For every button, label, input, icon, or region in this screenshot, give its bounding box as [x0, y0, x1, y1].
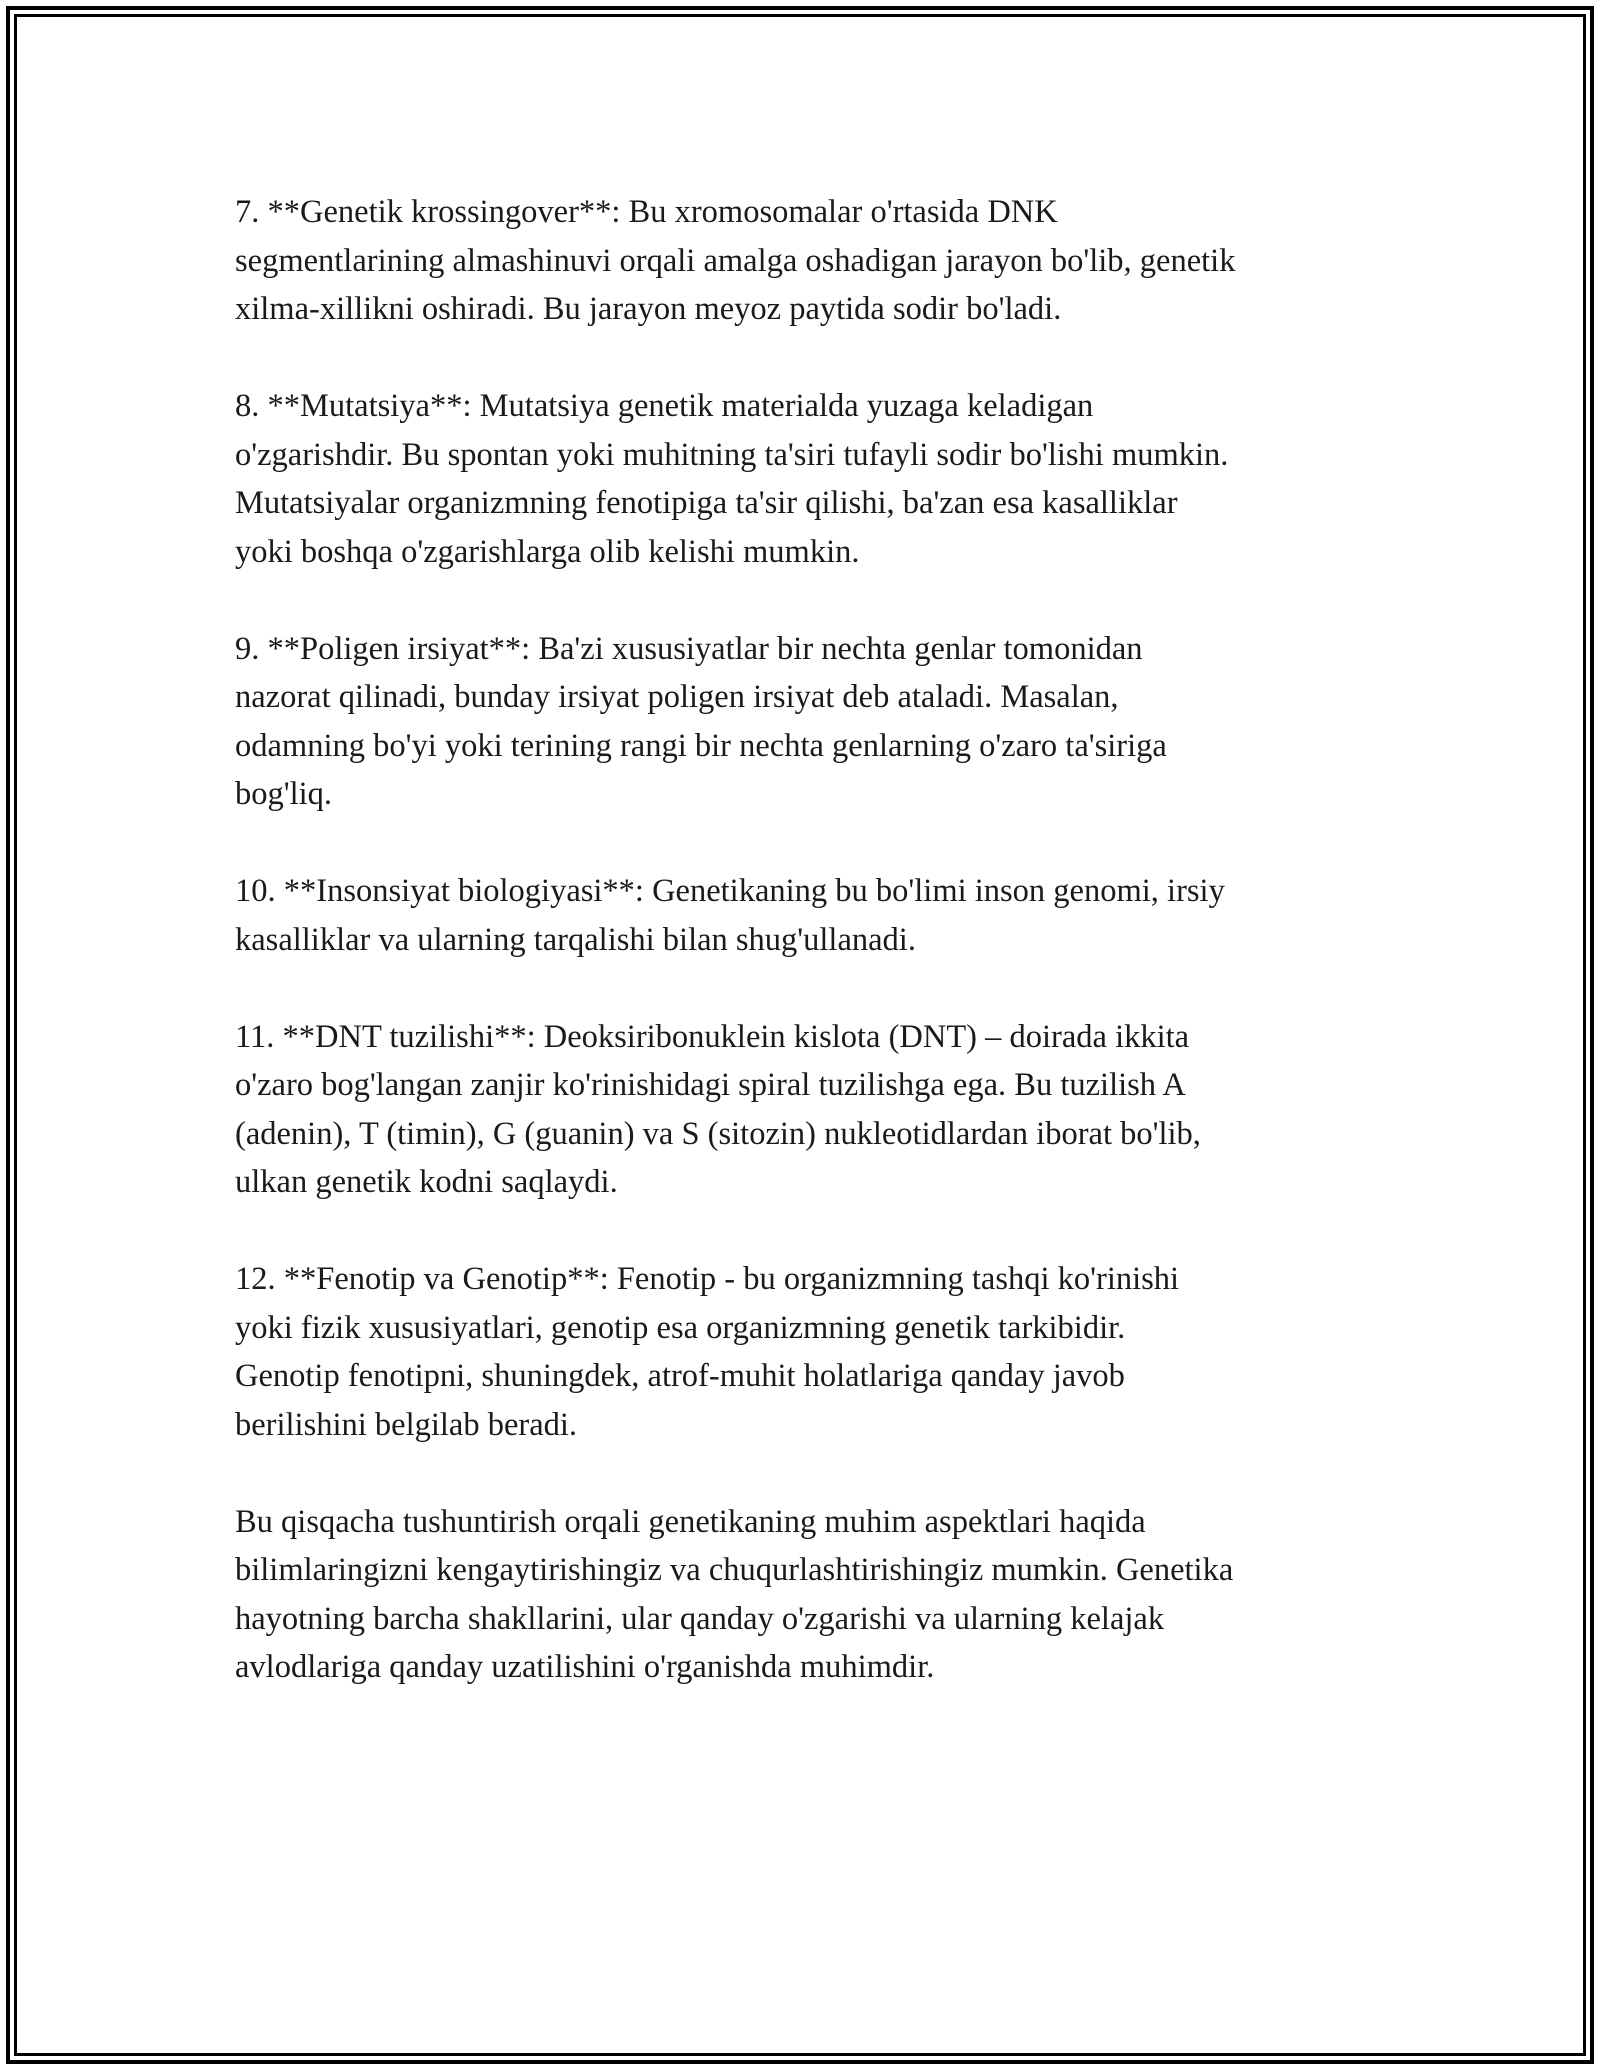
paragraph-human-biology: 10. **Insonsiyat biologiyasi**: Genetikaning bu bo'limi inson genomi, irsiy kasalliklar va ularning tarqalishi bilan shug'ullanadi. — [235, 873, 1225, 958]
paragraph-dna-structure: 11. **DNT tuzilishi**: Deoksiribonuklein kislota (DNT) – doirada ikkita o'zaro bog'langan zanjir ko'rinishidagi spiral tuzilishga ega. Bu tuzilish A (adenin), T (timin), G (guanin) va S (sitozin) nukleotidlardan iborat bo'lib, ulkan genetik kodni saqlaydi. — [235, 1018, 1201, 1200]
paragraph-conclusion: Bu qisqacha tushuntirish orqali genetikaning muhim aspektlari haqida bilimlaringizni kengaytirishingiz va chuqurlashtirishingiz mumkin. Genetika hayotning barcha shakllarini, ular qanday o'zgarishi va ularning kelajak avlodlariga qanday uzatilishini o'rganishda muhimdir. — [235, 1503, 1234, 1685]
paragraph-phenotype-genotype: 12. **Fenotip va Genotip**: Fenotip - bu organizmning tashqi ko'rinishi yoki fizik xususiyatlari, genotip esa organizmning genetik tarkibidir. Genotip fenotipni, shuningdek, atrof-muhit holatlariga qanday javob berilishini belgilab beradi. — [235, 1261, 1180, 1443]
document-body — [235, 188, 1370, 1740]
paragraph-genetic-crossover: 7. **Genetik krossingover**: Bu xromosomalar o'rtasida DNK segmentlarining almashinuvi orqali amalga oshadigan jarayon bo'lib, genetik xilma-xillikni oshiradi. Bu jarayon meyoz paytida sodir bo'ladi. — [235, 194, 1236, 327]
paragraph-polygenic-inheritance: 9. **Poligen irsiyat**: Ba'zi xususiyatlar bir nechta genlar tomonidan nazorat qilinadi, bunday irsiyat poligen irsiyat deb ataladi. Masalan, odamning bo'yi yoki terining rangi bir nechta genlarning o'zaro ta'siriga bog'liq. — [235, 630, 1167, 812]
paragraph-mutation: 8. **Mutatsiya**: Mutatsiya genetik materialda yuzaga keladigan o'zgarishdir. Bu spontan yoki muhitning ta'siri tufayli sodir bo'lishi mumkin. Mutatsiyalar organizmning fenotipiga ta'sir qilishi, ba'zan esa kasalliklar yoki boshqa o'zgarishlarga olib kelishi mumkin. — [235, 388, 1229, 570]
